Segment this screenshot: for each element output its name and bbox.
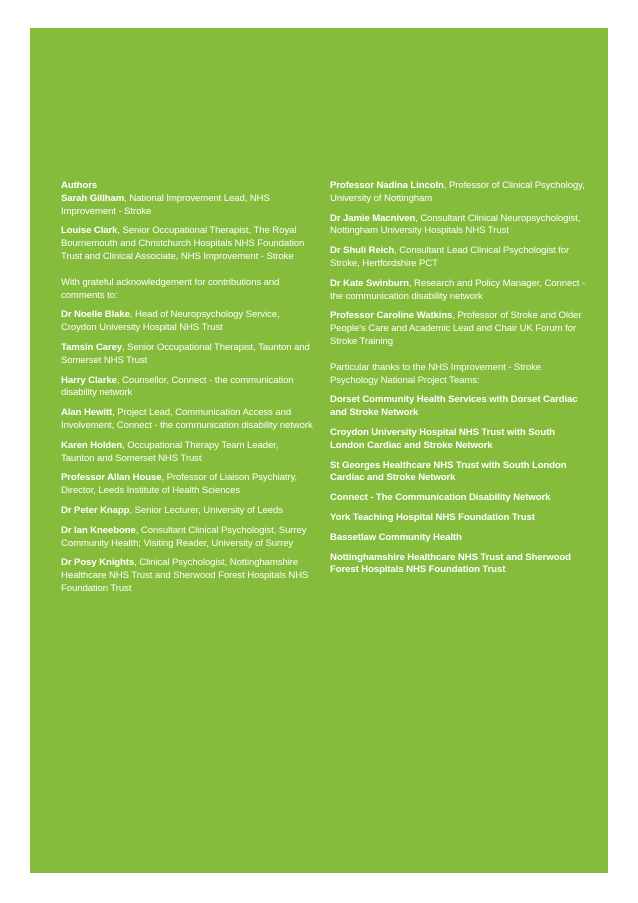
- contributor-entry: [61, 557, 313, 595]
- contributor-entry: [61, 525, 313, 551]
- contributor-name: Alan Hewitt: [61, 407, 113, 419]
- contributor-role: , Senior Lecturer, University of Leeds: [129, 504, 283, 516]
- contributor-entry: [61, 472, 313, 498]
- contributor-name: Harry Clarke: [61, 374, 117, 386]
- contributor-entry: [61, 375, 313, 401]
- contributor-name: Karen Holden: [61, 439, 123, 451]
- contributor-entry: [61, 440, 313, 466]
- project-team: Croydon University Hospital NHS Trust with South London Cardiac and Stroke Network: [330, 426, 555, 451]
- project-team: York Teaching Hospital NHS Foundation Trust: [330, 511, 535, 523]
- contributor-role: , Consultant Clinical Neuropsychologist, Nottingham University Hospitals NHS Trust: [330, 212, 581, 237]
- contributor-name: Dr Peter Knapp: [61, 504, 130, 516]
- contributor-role: , Senior Occupational Therapist, Taunton and Somerset NHS Trust: [61, 341, 310, 366]
- contributor-role: , Consultant Lead Clinical Psychologist for Stroke, Hertfordshire PCT: [330, 245, 570, 269]
- contributor-role: , Head of Neuropsychology Service, Croydon University Hospital NHS Trust: [61, 309, 280, 334]
- author-entry: [61, 225, 313, 263]
- contributor-role: , Professor of Liaison Psychiatry, Director, Leeds Institute of Health Sciences: [61, 472, 298, 497]
- contributor-name: Professor Nadina Lincoln: [330, 180, 444, 191]
- contributor-name: Dr Shuli Reich: [330, 245, 395, 257]
- contributor-name: Dr Ian Kneebone: [61, 524, 136, 536]
- contributor-name: Professor Allan House: [61, 472, 162, 484]
- contributor-entry: [330, 213, 588, 239]
- contributor-role: , Consultant Clinical Psychologist, Surrey Community Health; Visiting Reader, University of Surrey: [61, 524, 307, 549]
- authors-heading: Authors: [61, 180, 98, 191]
- contributor-role: , Counsellor, Connect - the communication disability network: [61, 374, 294, 399]
- contributor-name: Dr Jamie Macniven: [330, 212, 416, 224]
- contributor-entry: [330, 310, 588, 348]
- contributor-role: , Clinical Psychologist, Nottinghamshire Healthcare NHS Trust and Sherwood Forest Hospitals NHS Foundation Trust: [61, 557, 309, 594]
- author-name: Louise Clark: [61, 225, 118, 237]
- contributor-role: , Occupational Therapy Team Leader, Taunton and Somerset NHS Trust: [61, 439, 279, 464]
- contributor-role: , Research and Policy Manager, Connect - the communication disability network: [330, 277, 586, 302]
- contributor-entry: [61, 309, 313, 335]
- contributor-entry: [61, 407, 313, 433]
- project-team: Connect - The Communication Disability Network: [330, 492, 551, 504]
- contributor-entry: [330, 245, 588, 271]
- contributor-entry: [330, 278, 588, 304]
- project-team: Nottinghamshire Healthcare NHS Trust and Sherwood Forest Hospitals NHS Foundation Trust: [330, 551, 571, 576]
- contributor-entry: [330, 180, 588, 206]
- author-role: , Senior Occupational Therapist, The Royal Bournemouth and Christchurch Hospitals NHS Foundation Trust and Clinical Associate, NHS Improvement - Stroke: [61, 225, 305, 262]
- contributor-role: , Project Lead, Communication Access and Involvement, Connect - the communication disability network: [61, 407, 313, 431]
- green-panel: [30, 28, 608, 873]
- contributor-entry: [61, 505, 313, 518]
- contributor-entry: [61, 342, 313, 368]
- contributor-role: , Professor of Stroke and Older People's Care and Academic Lead and Chair UK Forum for Stroke Training: [330, 310, 582, 347]
- right-column: [330, 180, 588, 584]
- left-column: [61, 180, 313, 603]
- project-team: Dorset Community Health Services with Dorset Cardiac and Stroke Network: [330, 394, 578, 419]
- author-name: Sarah Gillham: [61, 192, 125, 204]
- author-role: , National Improvement Lead, NHS Improvement - Stroke: [61, 192, 270, 217]
- contributor-name: Professor Caroline Watkins: [330, 310, 453, 322]
- contributor-name: Dr Noelle Blake: [61, 309, 130, 321]
- contributor-name: Dr Kate Swinburn: [330, 277, 409, 289]
- contributor-name: Dr Posy Knights: [61, 557, 135, 569]
- contributor-role: , Professor of Clinical Psychology, University of Nottingham: [330, 180, 585, 204]
- author-entry: [61, 180, 313, 218]
- project-team: St Georges Healthcare NHS Trust with South London Cardiac and Stroke Network: [330, 459, 567, 484]
- thanks-intro: Particular thanks to the NHS Improvement - Stroke Psychology National Project Teams:: [330, 361, 542, 386]
- acknowledgement-intro: With grateful acknowledgement for contributions and comments to:: [61, 276, 280, 301]
- contributor-name: Tamsin Carey: [61, 341, 123, 353]
- project-team: Bassetlaw Community Health: [330, 531, 462, 543]
